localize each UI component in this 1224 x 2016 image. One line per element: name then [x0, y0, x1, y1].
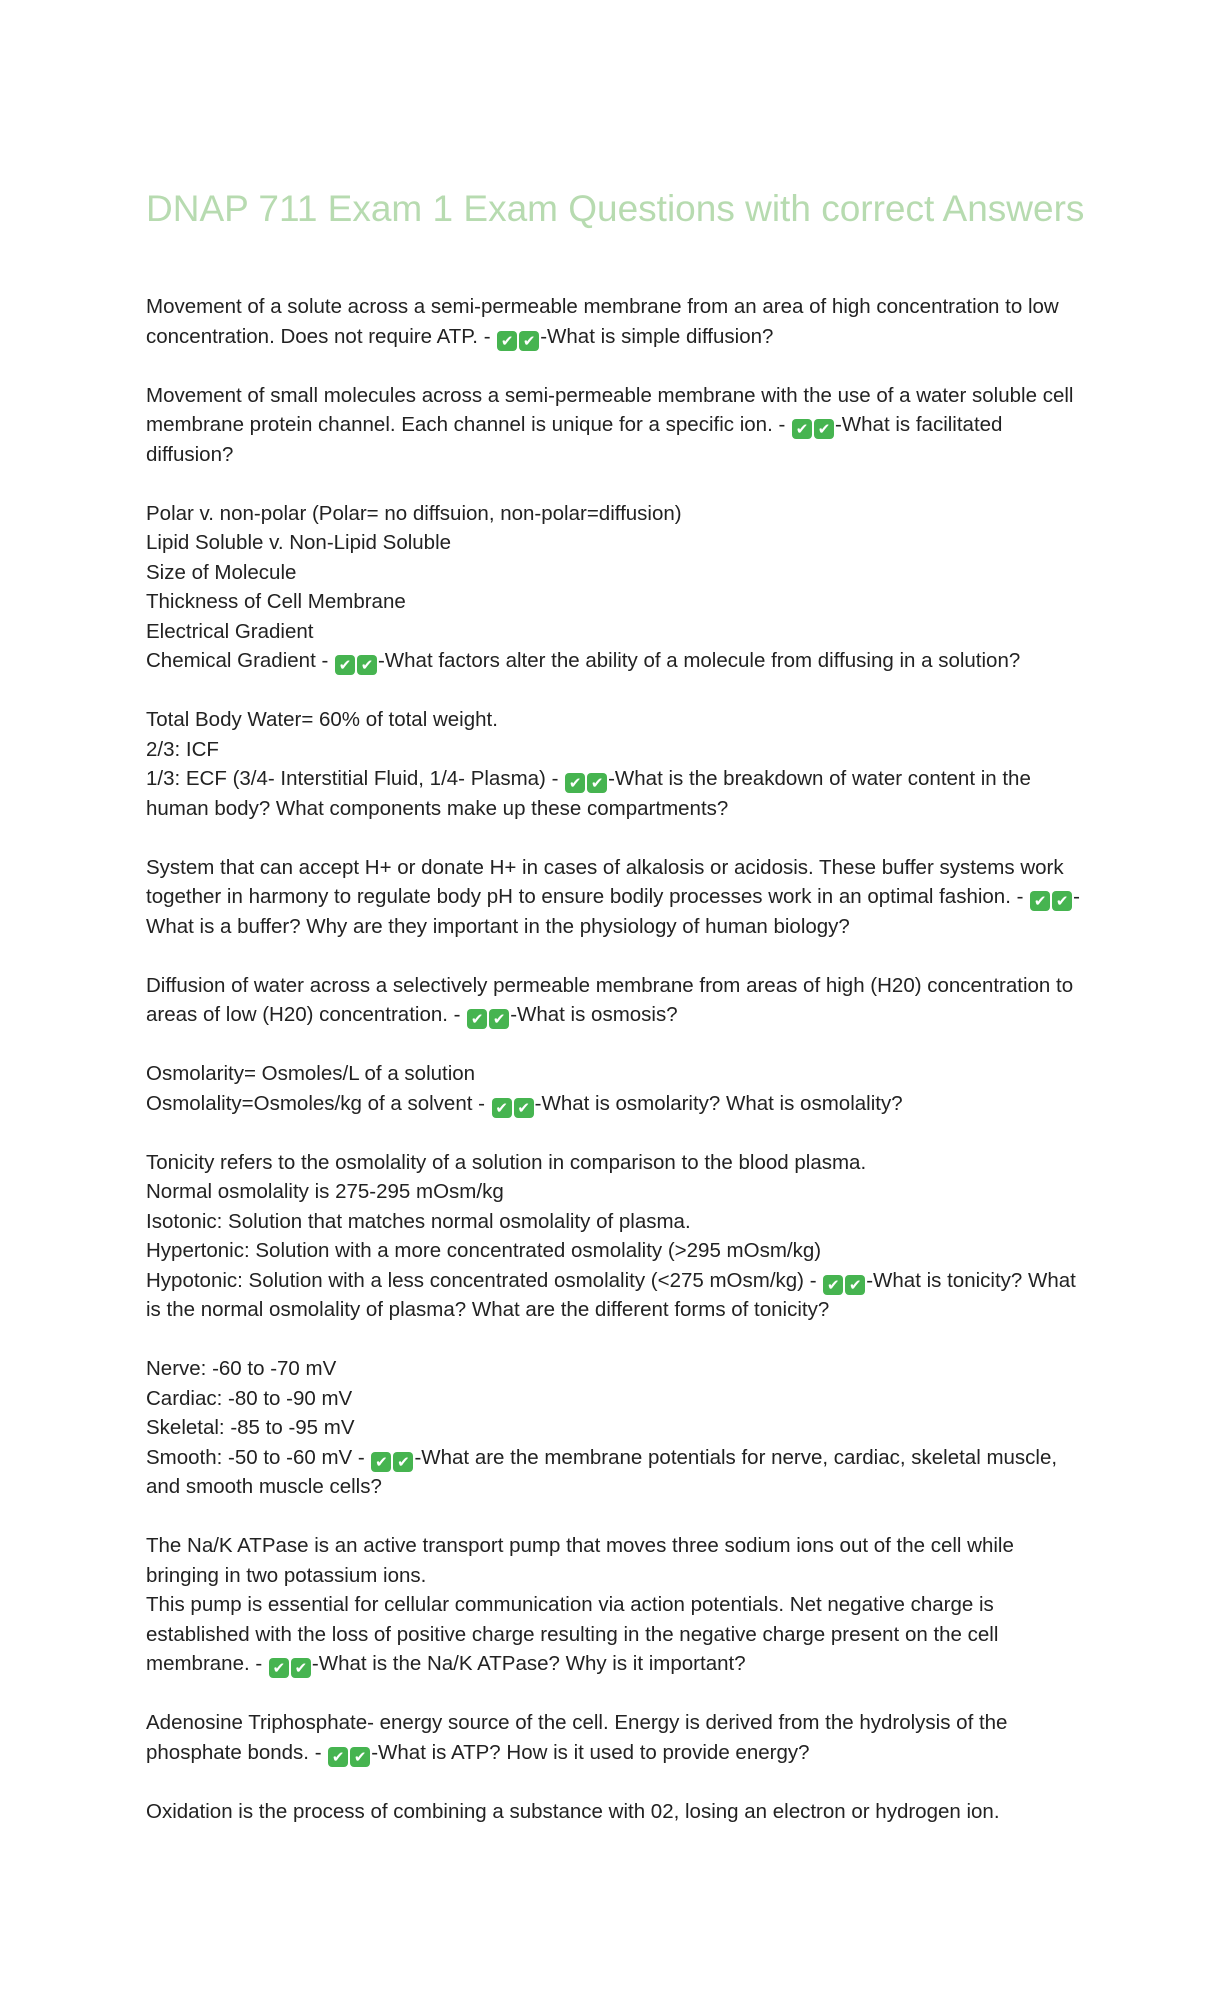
checkmark-icon: ✔: [350, 1747, 370, 1767]
answer-line: Chemical Gradient -: [146, 649, 334, 672]
question-text: -What is ATP? How is it used to provide energy?: [371, 1740, 810, 1764]
checkmark-icon: ✔: [291, 1658, 311, 1678]
checkmark-icon: ✔: [587, 773, 607, 793]
question-text: -What is facilitated diffusion?: [146, 413, 1003, 466]
answer-line: 1/3: ECF (3/4- Interstitial Fluid, 1/4- Plasma) -: [146, 767, 565, 790]
question-text: -What is tonicity? What is the normal osmolality of plasma? What are the different forms of tonicity?: [146, 1268, 1076, 1321]
checkmark-icon: ✔: [823, 1275, 843, 1295]
question-text: -What is a buffer? Why are they important in the physiology of human biology?: [146, 885, 1080, 938]
checkmark-icon: ✔: [1052, 891, 1072, 911]
checkmark-icon: ✔: [357, 655, 377, 675]
question-text: -What is osmosis?: [510, 1003, 678, 1026]
answer-line: Oxidation is the process of combining a substance with 02, losing an electron or hydrogen ion.: [146, 1799, 1000, 1823]
qa-item: [146, 1531, 1091, 1679]
question-text: -What is osmolarity? What is osmolality?: [534, 1091, 903, 1115]
qa-item: [146, 705, 1091, 823]
answer-line: Adenosine Triphosphate- energy source of the cell. Energy is derived from the hydrolysis of the phosphate bonds. -: [146, 1711, 1008, 1764]
answer-line: 2/3: ICF: [146, 737, 219, 761]
checkmark-icon: ✔: [845, 1275, 865, 1295]
checkmark-icon: ✔: [497, 331, 517, 351]
answer-line: Hypotonic: Solution with a less concentrated osmolality (<275 mOsm/kg) -: [146, 1268, 823, 1292]
answer-line: Diffusion of water across a selectively permeable membrane from areas of high (H20) concentration to areas of low (H20) concentration. -: [146, 973, 1074, 1026]
answer-line: Polar v. non-polar (Polar= no diffsuion, non-polar=diffusion): [146, 501, 682, 525]
qa-item: [146, 1059, 1091, 1118]
qa-item: [146, 381, 1091, 470]
qa-item: [146, 1708, 1091, 1767]
answer-line: Normal osmolality is 275-295 mOsm/kg: [146, 1180, 504, 1203]
answer-line: Smooth: -50 to -60 mV -: [146, 1445, 371, 1469]
answer-line: Size of Molecule: [146, 560, 297, 584]
checkmark-icon: ✔: [514, 1098, 534, 1118]
answer-line: Osmolality=Osmoles/kg of a solvent -: [146, 1091, 491, 1115]
checkmark-icon: ✔: [328, 1747, 348, 1767]
checkmark-icon: ✔: [792, 419, 812, 439]
answer-line: This pump is essential for cellular communication via action potentials. Net negative charge is established with the loss of positive charge resulting in the negative charge present on the cell membrane. -: [146, 1593, 999, 1675]
qa-list: [146, 292, 1091, 1826]
answer-line: The Na/K ATPase is an active transport pump that moves three sodium ions out of the cell while bringing in two potassium ions.: [146, 1534, 1014, 1587]
qa-item: [146, 853, 1091, 942]
checkmark-icon: ✔: [467, 1009, 487, 1029]
question-text: -What is the Na/K ATPase? Why is it important?: [311, 1652, 746, 1675]
answer-line: Hypertonic: Solution with a more concentrated osmolality (>295 mOsm/kg): [146, 1239, 822, 1262]
answer-line: Movement of small molecules across a semi-permeable membrane with the use of a water soluble cell membrane protein channel. Each channel is unique for a specific ion. -: [146, 383, 1074, 436]
document-title: DNAP 711 Exam 1 Exam Questions with correct Answers: [146, 188, 1085, 229]
answer-line: System that can accept H+ or donate H+ in cases of alkalosis or acidosis. These buffer systems work together in harmony to regulate body pH to ensure bodily processes work in an optimal fashion. -: [146, 855, 1064, 908]
question-text: -What are the membrane potentials for nerve, cardiac, skeletal muscle, and smooth muscle cells?: [146, 1445, 1058, 1498]
answer-line: Cardiac: -80 to -90 mV: [146, 1386, 353, 1410]
answer-line: Tonicity refers to the osmolality of a solution in comparison to the blood plasma.: [146, 1150, 867, 1174]
qa-item: [146, 1797, 1091, 1827]
checkmark-icon: ✔: [492, 1098, 512, 1118]
document-page: [146, 182, 1091, 1856]
answer-line: Skeletal: -85 to -95 mV: [146, 1416, 355, 1439]
answer-line: Movement of a solute across a semi-permeable membrane from an area of high concentration to low concentration. Does not require ATP. -: [146, 295, 1059, 348]
answer-line: Electrical Gradient: [146, 619, 314, 643]
answer-line: Thickness of Cell Membrane: [146, 590, 406, 613]
qa-item: [146, 1148, 1091, 1325]
checkmark-icon: ✔: [393, 1452, 413, 1472]
answer-line: Lipid Soluble v. Non-Lipid Soluble: [146, 531, 452, 554]
checkmark-icon: ✔: [489, 1009, 509, 1029]
answer-line: Isotonic: Solution that matches normal osmolality of plasma.: [146, 1209, 691, 1233]
checkmark-icon: ✔: [335, 655, 355, 675]
checkmark-icon: ✔: [814, 419, 834, 439]
checkmark-icon: ✔: [371, 1452, 391, 1472]
question-text: -What factors alter the ability of a molecule from diffusing in a solution?: [377, 649, 1021, 672]
qa-item: [146, 499, 1091, 676]
checkmark-icon: ✔: [1030, 891, 1050, 911]
answer-line: Nerve: -60 to -70 mV: [146, 1357, 337, 1380]
qa-item: [146, 292, 1091, 351]
checkmark-icon: ✔: [519, 331, 539, 351]
qa-item: [146, 1354, 1091, 1502]
checkmark-icon: ✔: [269, 1658, 289, 1678]
question-text: -What is simple diffusion?: [540, 324, 774, 348]
checkmark-icon: ✔: [565, 773, 585, 793]
answer-line: Total Body Water= 60% of total weight.: [146, 708, 498, 731]
qa-item: [146, 971, 1091, 1030]
answer-line: Osmolarity= Osmoles/L of a solution: [146, 1062, 476, 1085]
question-text: -What is the breakdown of water content in the human body? What components make up these compartments?: [146, 767, 1031, 820]
